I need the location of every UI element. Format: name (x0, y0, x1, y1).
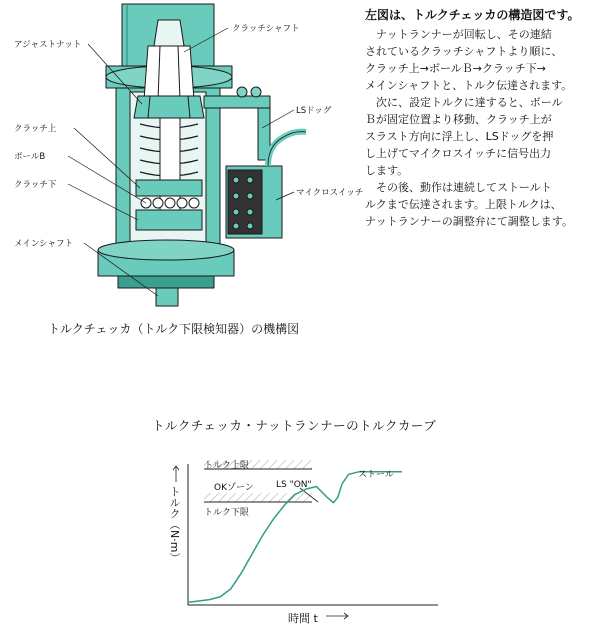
description-line: ナットランナーが回転し、その連結 (365, 28, 552, 41)
label-ball-b: ボールB (14, 152, 46, 162)
description-line: し上げてマイクロスイッチに信号出力 (365, 147, 552, 160)
description-line: スラスト方向に浮上し、LSドッグを押 (365, 130, 554, 143)
chart-title: トルクチェッカ・ナットランナーのトルクカーブ (152, 418, 437, 433)
label-clutch-upper: クラッチ上 (14, 124, 57, 134)
x-axis-label: 時間 t (288, 612, 318, 625)
description-line: します。 (365, 164, 409, 177)
description-line: メインシャフトと、トルク伝達されます。 (365, 79, 573, 92)
y-axis-label: トルク（N·m） (168, 486, 181, 564)
label-micro-switch: マイクロスイッチ (296, 188, 364, 198)
description-line: クラッチ上→ボールＢ→クラッチ下→ (365, 62, 546, 75)
description-line: ルクまで伝達されます。上限トルクは、 (365, 198, 562, 211)
ls-on-label: LS "ON" (276, 480, 312, 490)
label-clutch-shaft: クラッチシャフト (232, 24, 300, 34)
description-line: ナットランナーの調整弁にて調整します。 (365, 215, 573, 228)
diagram-caption: トルクチェッカ（トルク下限検知器）の機構図 (48, 322, 300, 336)
label-main-shaft: メインシャフト (14, 239, 73, 249)
label-adjust-nut: アジャストナット (14, 40, 82, 50)
lower-limit-label: トルク下限 (204, 508, 249, 518)
description-line: 次に、設定トルクに達すると、ボール (365, 96, 563, 109)
label-clutch-lower: クラッチ下 (14, 180, 57, 190)
description-title: 左図は、トルクチェッカの構造図です。 (365, 8, 580, 22)
description-line: Ｂが固定位置より移動、クラッチ上が (365, 113, 552, 126)
ok-zone-label: OKゾーン (214, 483, 254, 493)
description-line: その後、動作は連続してストールト (365, 181, 552, 194)
upper-limit-label: トルク上限 (204, 461, 249, 471)
stall-label: ストール (358, 470, 394, 480)
torque-curve-chart (0, 440, 600, 637)
label-ls-dog: LSドッグ (296, 106, 332, 116)
description-line: されているクラッチシャフトより順に、 (365, 45, 563, 58)
